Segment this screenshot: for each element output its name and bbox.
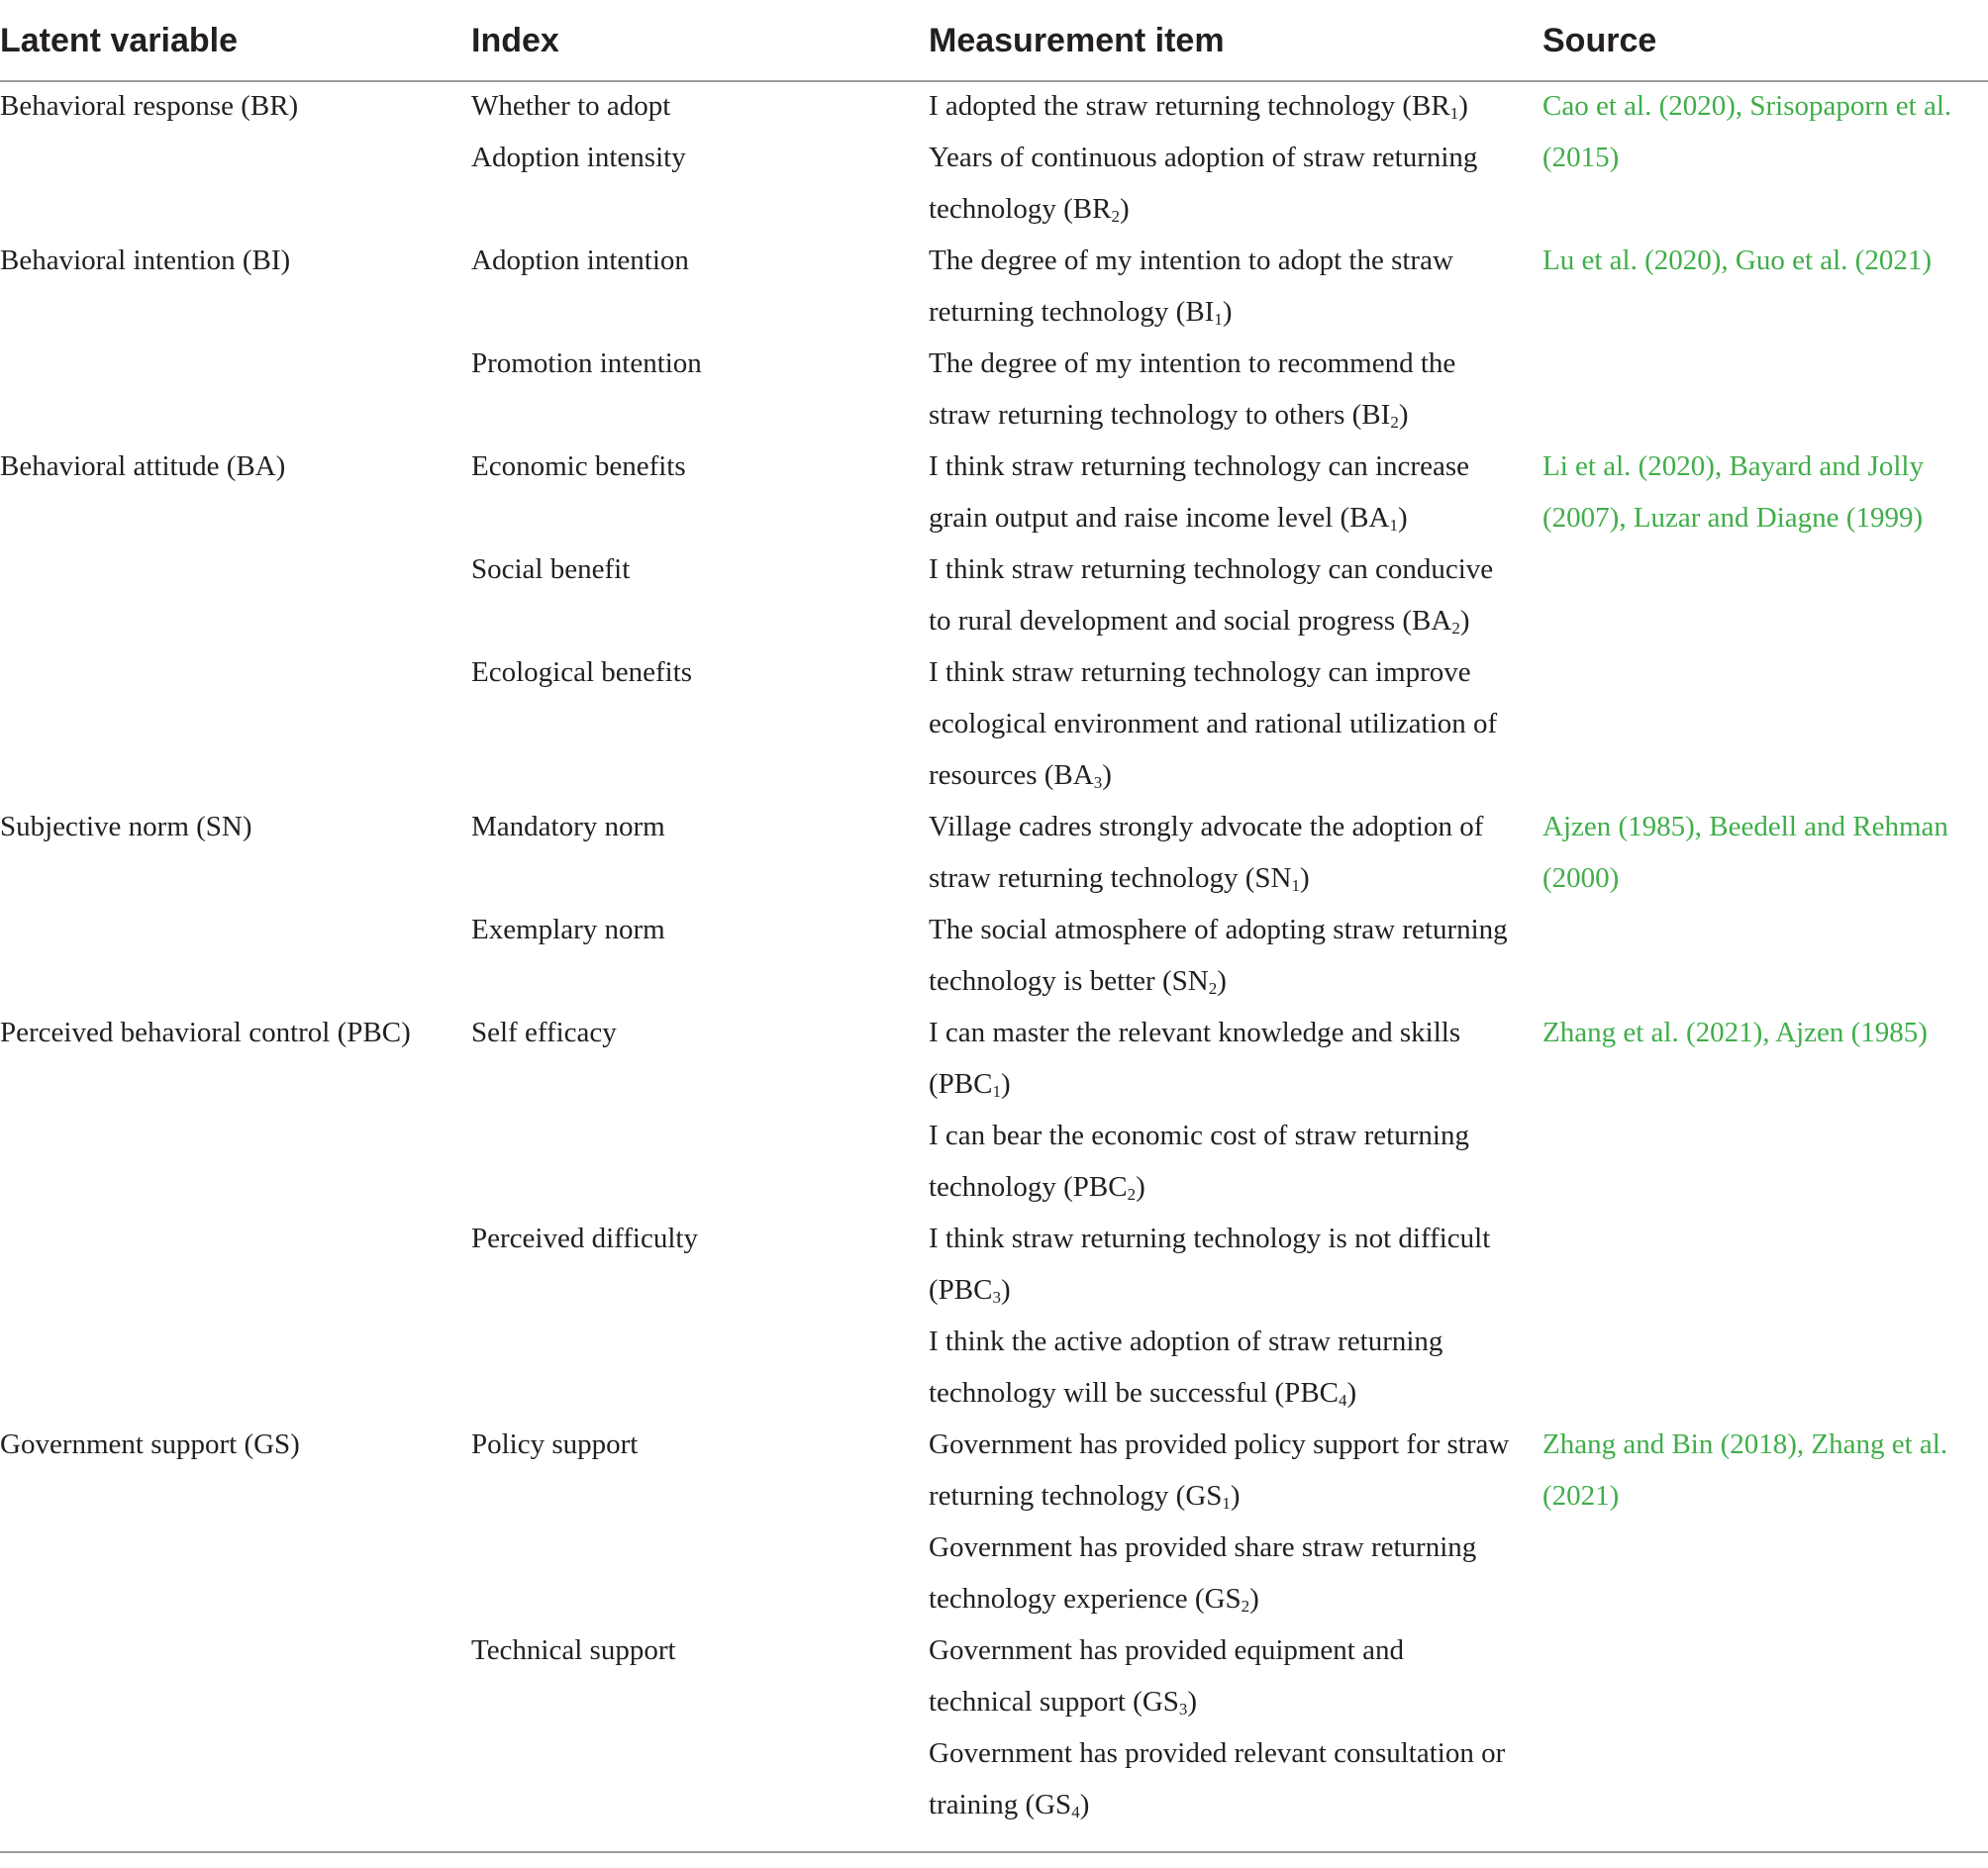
index-policy-support: Policy support xyxy=(471,1428,639,1460)
measurement-item-pbc1-line-1: I can master the relevant knowledge and skills xyxy=(929,1017,1461,1048)
source-gs-line-1: Zhang and Bin (2018), Zhang et al. xyxy=(1542,1428,1948,1460)
latent-variable-sn: Subjective norm (SN) xyxy=(0,811,252,842)
latent-variable-bi: Behavioral intention (BI) xyxy=(0,245,291,276)
measurement-item-gs3-line-2: technical support $(GS_3)$ xyxy=(929,1686,1198,1719)
measurement-item-gs3-line-1: Government has provided equipment and xyxy=(929,1634,1404,1666)
measurement-item-ba1-line-2: grain output and raise income level $(BA_1)$ xyxy=(929,502,1408,535)
source-ba-line-1: Li et al. (2020), Bayard and Jolly xyxy=(1542,450,1924,482)
header-latent-variable: Latent variable xyxy=(0,22,238,59)
measurement-item-pbc2-line-1: I can bear the economic cost of straw returning xyxy=(929,1120,1469,1151)
measurement-item-bi2-line-2: straw returning technology to others $(BI_2)$ xyxy=(929,399,1409,432)
header-source: Source xyxy=(1542,22,1657,59)
latent-variable-gs: Government support (GS) xyxy=(0,1428,300,1460)
measurement-item-ba2-line-1: I think straw returning technology can conducive xyxy=(929,553,1494,585)
measurement-item-gs4-line-1: Government has provided relevant consultation or xyxy=(929,1737,1506,1769)
measurement-item-bi1-line-1: The degree of my intention to adopt the straw xyxy=(929,245,1453,276)
index-exemplary-norm: Exemplary norm xyxy=(471,914,665,945)
header-index: Index xyxy=(471,22,559,59)
measurement-item-ba2-line-2: to rural development and social progress $(BA_2)$ xyxy=(929,605,1470,638)
measurement-item-ba1-line-1: I think straw returning technology can increase xyxy=(929,450,1469,482)
measurement-item-pbc3-line-2: $(PBC_3)$ xyxy=(929,1274,1011,1307)
measurement-item-pbc4-line-2: technology will be successful $(PBC_4)$ xyxy=(929,1377,1357,1410)
index-adoption-intensity: Adoption intensity xyxy=(471,142,686,173)
measurement-item-gs1-line-1: Government has provided policy support for straw xyxy=(929,1428,1510,1460)
measurement-item-gs2-line-1: Government has provided share straw returning xyxy=(929,1531,1477,1563)
source-pbc-line-1: Zhang et al. (2021), Ajzen (1985) xyxy=(1542,1017,1928,1048)
index-promotion-intention: Promotion intention xyxy=(471,347,702,379)
index-mandatory-norm: Mandatory norm xyxy=(471,811,665,842)
measurement-item-ba3-line-1: I think straw returning technology can improve xyxy=(929,656,1471,688)
measurement-item-pbc4-line-1: I think the active adoption of straw returning xyxy=(929,1326,1443,1357)
measurement-item-br1: I adopted the straw returning technology $(BR_1)$ xyxy=(929,90,1468,123)
index-ecological-benefits: Ecological benefits xyxy=(471,656,693,688)
index-perceived-difficulty: Perceived difficulty xyxy=(471,1223,698,1254)
index-technical-support: Technical support xyxy=(471,1634,676,1666)
header-measurement-item: Measurement item xyxy=(929,22,1225,59)
source-br-line-1: Cao et al. (2020), Srisopaporn et al. xyxy=(1542,90,1952,122)
source-sn-line-1: Ajzen (1985), Beedell and Rehman xyxy=(1542,811,1948,842)
measurement-item-ba3-line-2: ecological environment and rational utilization of xyxy=(929,708,1498,739)
source-bi-line-1: Lu et al. (2020), Guo et al. (2021) xyxy=(1542,245,1933,276)
source-gs-line-2: (2021) xyxy=(1542,1480,1620,1512)
index-social-benefit: Social benefit xyxy=(471,553,631,585)
measurement-item-ba3-line-3: resources $(BA_3)$ xyxy=(929,759,1112,792)
measurement-item-pbc2-line-2: technology $(PBC_2)$ xyxy=(929,1171,1145,1204)
source-sn-line-2: (2000) xyxy=(1542,862,1620,894)
measurement-item-pbc1-line-2: $(PBC_1)$ xyxy=(929,1068,1011,1101)
source-ba-line-2: (2007), Luzar and Diagne (1999) xyxy=(1542,502,1924,534)
measurement-item-bi1-line-2: returning technology $(BI_1)$ xyxy=(929,296,1233,329)
measurement-item-gs1-line-2: returning technology $(GS_1)$ xyxy=(929,1480,1241,1513)
measurement-item-sn1-line-1: Village cadres strongly advocate the adoption of xyxy=(929,811,1484,842)
measurement-item-sn1-line-2: straw returning technology $(SN_1)$ xyxy=(929,862,1310,895)
latent-variable-br: Behavioral response (BR) xyxy=(0,90,299,122)
measurement-item-bi2-line-1: The degree of my intention to recommend the xyxy=(929,347,1456,379)
index-self-efficacy: Self efficacy xyxy=(471,1017,617,1048)
measurement-item-br2-line-2: technology $(BR_2)$ xyxy=(929,193,1130,226)
table-bottom-rule xyxy=(0,1851,1988,1853)
latent-variable-pbc: Perceived behavioral control (PBC) xyxy=(0,1017,411,1048)
measurement-item-gs2-line-2: technology experience $(GS_2)$ xyxy=(929,1583,1259,1616)
source-br-line-2: (2015) xyxy=(1542,142,1620,173)
index-adoption-intention: Adoption intention xyxy=(471,245,689,276)
index-economic-benefits: Economic benefits xyxy=(471,450,686,482)
measurement-item-gs4-line-2: training $(GS_4)$ xyxy=(929,1789,1090,1821)
index-whether-to-adopt: Whether to adopt xyxy=(471,90,671,122)
latent-variable-ba: Behavioral attitude (BA) xyxy=(0,450,286,482)
measurement-item-sn2-line-2: technology is better $(SN_2)$ xyxy=(929,965,1227,998)
measurement-item-pbc3-line-1: I think straw returning technology is not difficult xyxy=(929,1223,1491,1254)
measurement-item-br2-line-1: Years of continuous adoption of straw returning xyxy=(929,142,1478,173)
measurement-item-sn2-line-1: The social atmosphere of adopting straw returning xyxy=(929,914,1508,945)
